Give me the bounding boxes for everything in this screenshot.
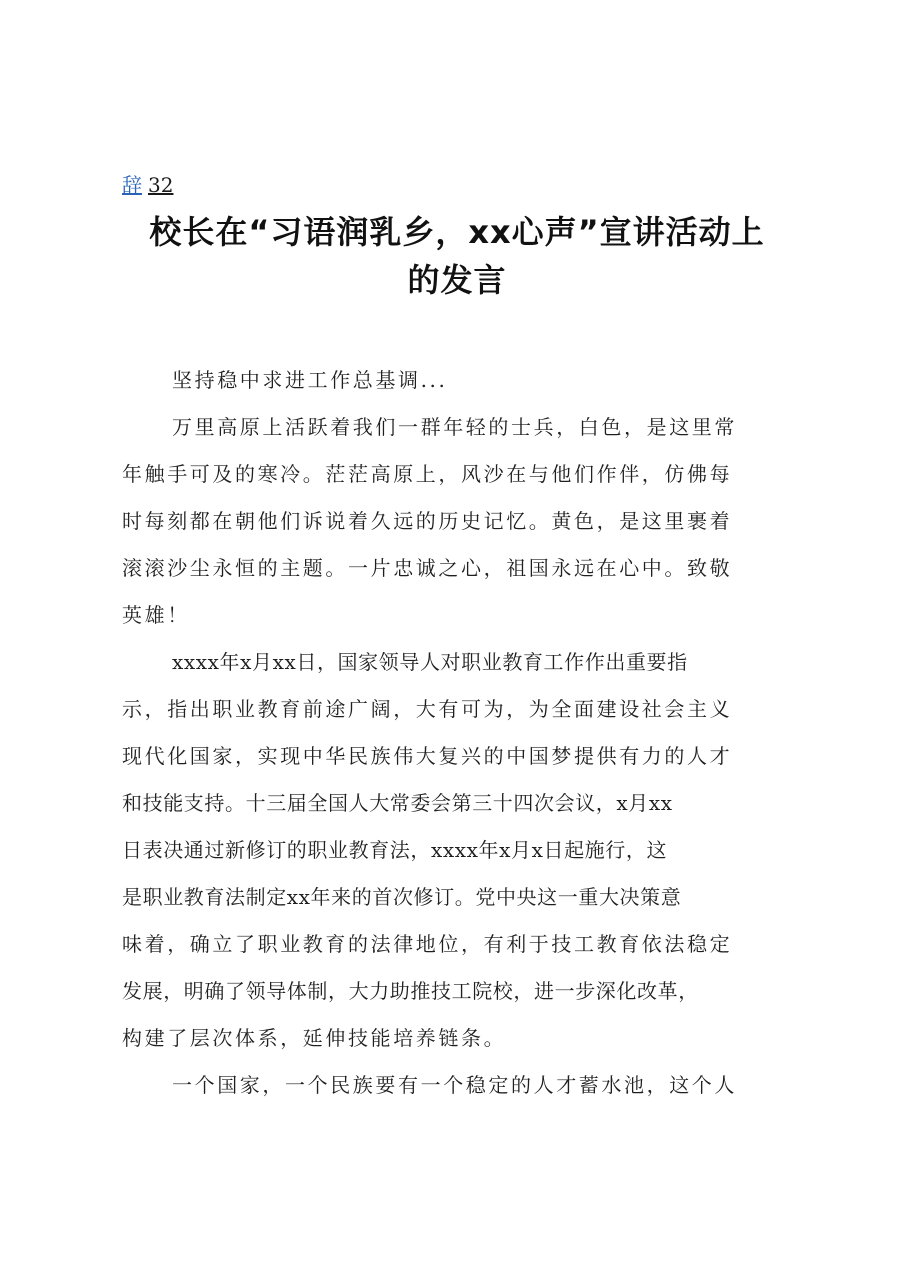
- body-line: 一个国家，一个民族要有一个稳定的人才蓄水池，这个人: [172, 1073, 737, 1097]
- body-line: 现代化国家，实现中华民族伟大复兴的中国梦提供有力的人才: [122, 744, 733, 768]
- body-line: 时每刻都在朝他们诉说着久远的历史记忆。黄色，是这里裹着: [122, 509, 733, 533]
- body-line: 滚滚沙尘永恒的主题。一片忠诚之心，祖国永远在心中。致敬: [122, 556, 733, 580]
- document-body: [122, 357, 797, 1109]
- document-title: [122, 208, 792, 304]
- reference-number: 32: [148, 173, 174, 197]
- body-line: 和技能支持。十三届全国人大常委会第三十四次会议，x月xx: [122, 791, 673, 815]
- body-line: 坚持稳中求进工作总基调...: [172, 368, 448, 392]
- document-reference: [122, 170, 173, 200]
- body-line: 万里高原上活跃着我们一群年轻的士兵，白色，是这里常: [172, 415, 737, 439]
- body-line: 发展，明确了领导体制，大力助推技工院校，进一步深化改革，: [122, 979, 699, 1003]
- body-line: 味着，确立了职业教育的法律地位，有利于技工教育依法稳定: [122, 932, 733, 956]
- body-line: 示，指出职业教育前途广阔，大有可为，为全面建设社会主义: [122, 697, 733, 721]
- body-line: 是职业教育法制定xx年来的首次修订。党中央这一重大决策意: [122, 885, 682, 909]
- body-line: xxxx年x月xx日，国家领导人对职业教育工作作出重要指: [172, 650, 688, 674]
- title-line-2: 的发言: [407, 261, 507, 299]
- body-line: 构建了层次体系，延伸技能培养链条。: [122, 1026, 507, 1050]
- body-line: 日表决通过新修订的职业教育法，xxxx年x月x日起施行，这: [122, 838, 668, 862]
- reference-link[interactable]: 辞: [122, 173, 142, 197]
- body-line: 年触手可及的寒冷。茫茫高原上，风沙在与他们作伴，仿佛每: [122, 462, 733, 486]
- title-line-1: 校长在“习语润乳乡，xx心声”宣讲活动上: [149, 213, 765, 251]
- body-line: 英雄！: [122, 603, 190, 627]
